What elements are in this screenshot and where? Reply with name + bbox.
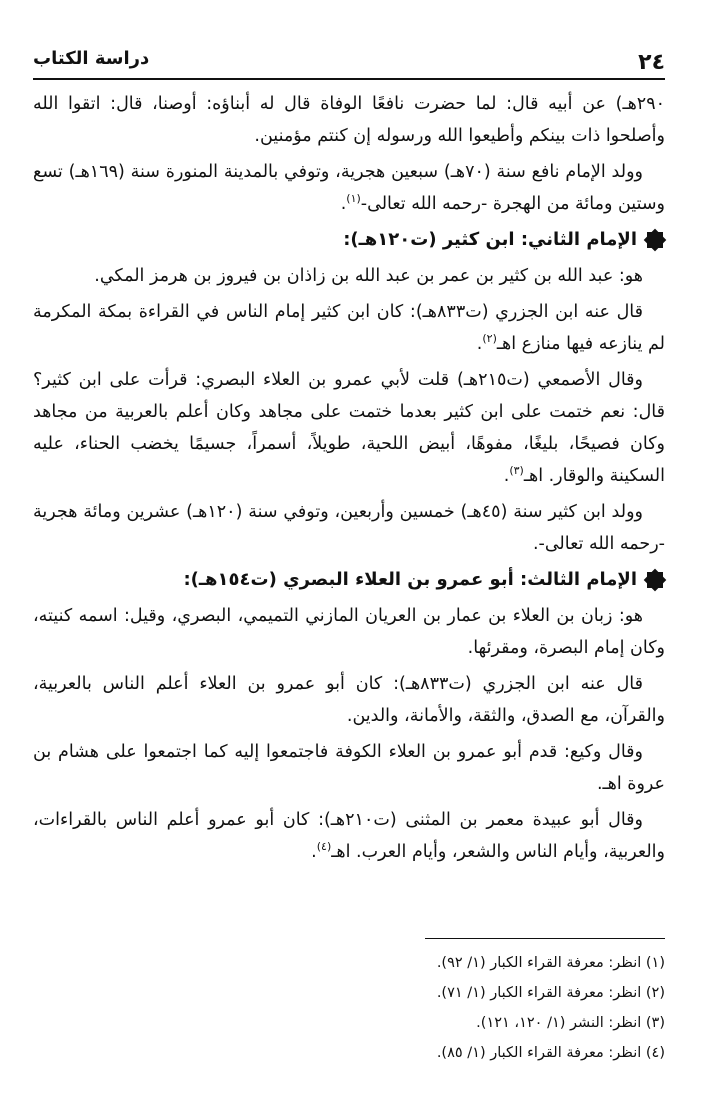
footnote: (٣) انظر: النشر (١/ ١٢٠، ١٢١).: [476, 1015, 665, 1031]
paragraph: وولد ابن كثير سنة (٤٥هـ) خمسين وأربعين، وتوفي سنة (١٢٠هـ) عشرين ومائة هجرية -رحمه الله تعالى-.: [33, 502, 665, 554]
paragraph: وقال وكيع: قدم أبو عمرو بن العلاء الكوفة فاجتمعوا إليه كما اجتمعوا على هشام بن عروة اهـ.: [33, 742, 665, 794]
section-heading: الإمام الثاني: ابن كثير (ت١٢٠هـ):: [33, 224, 665, 256]
paragraph: هو: زبان بن العلاء بن عمار بن العريان المازني التميمي، البصري، وقيل: اسمه كنيته، وكان إمام البصرة، ومقرئها.: [33, 606, 665, 658]
star-ornament-icon: [647, 572, 663, 588]
footnote-divider: [425, 938, 665, 939]
footnote-ref: (٣): [509, 464, 524, 478]
running-title: دراسة الكتاب: [33, 48, 150, 69]
paragraph: وقال الأصمعي (ت٢١٥هـ) قلت لأبي عمرو بن العلاء البصري: قرأت على ابن كثير؟ قال: نعم ختمت على ابن كثير بعدما ختمت على مجاهد وكان أعلم بالعربية من مجاهد وكان فصيحًا، بليغًا، مفوهًا، أبيض اللحية، طويلاً، أسمراً، جسيمًا يخضب الحناء، عليه السكينة والوقار. اهـ$^{(٣)}$.: [33, 370, 665, 486]
footnote: (١) انظر: معرفة القراء الكبار (١/ ٩٢).: [436, 955, 665, 971]
section-heading: الإمام الثالث: أبو عمرو بن العلاء البصري (ت١٥٤هـ):: [33, 564, 665, 596]
star-ornament-icon: [647, 232, 663, 248]
paragraph: قال عنه ابن الجزري (ت٨٣٣هـ): كان أبو عمرو بن العلاء أعلم الناس بالعربية، والقرآن، مع الصدق، والثقة، والأمانة، والدين.: [33, 674, 665, 726]
paragraph: قال عنه ابن الجزري (ت٨٣٣هـ): كان ابن كثير إمام الناس في القراءة بمكة المكرمة لم ينازعه فيها منازع اهـ$^{(٢)}$.: [33, 302, 665, 354]
paragraph: وقال أبو عبيدة معمر بن المثنى (ت٢١٠هـ): كان أبو عمرو أعلم الناس بالقراءات، والعربية، وأيام الناس والشعر، وأيام العرب. اهـ$^{(٤)}$.: [33, 810, 665, 862]
footnote-ref: (٤): [316, 840, 332, 854]
paragraph: وولد الإمام نافع سنة (٧٠هـ) سبعين هجرية، وتوفي بالمدينة المنورة سنة (١٦٩هـ) تسع وستين ومائة من الهجرة -رحمه الله تعالى-$^{(١)}$.: [33, 162, 665, 214]
footnote: (٢) انظر: معرفة القراء الكبار (١/ ٧١).: [436, 985, 665, 1001]
paragraph: هو: عبد الله بن كثير بن عمر بن عبد الله بن زاذان بن فيروز بن هرمز المكي.: [94, 266, 643, 286]
footnote: (٤) انظر: معرفة القراء الكبار (١/ ٨٥).: [436, 1045, 665, 1061]
footnote-ref: (١): [346, 192, 361, 206]
page-header: [33, 44, 665, 80]
paragraph: ٢٩٠هـ) عن أبيه قال: لما حضرت نافعًا الوفاة قال له أبناؤه: أوصنا، قال: اتقوا الله وأصلحوا ذات بينكم وأطيعوا الله ورسوله إن كنتم مؤمنين.: [33, 94, 665, 146]
footnotes: [33, 948, 665, 1068]
main-text: [33, 88, 665, 872]
footnote-ref: (٢): [482, 332, 497, 346]
page-number: ٢٤: [638, 50, 665, 75]
